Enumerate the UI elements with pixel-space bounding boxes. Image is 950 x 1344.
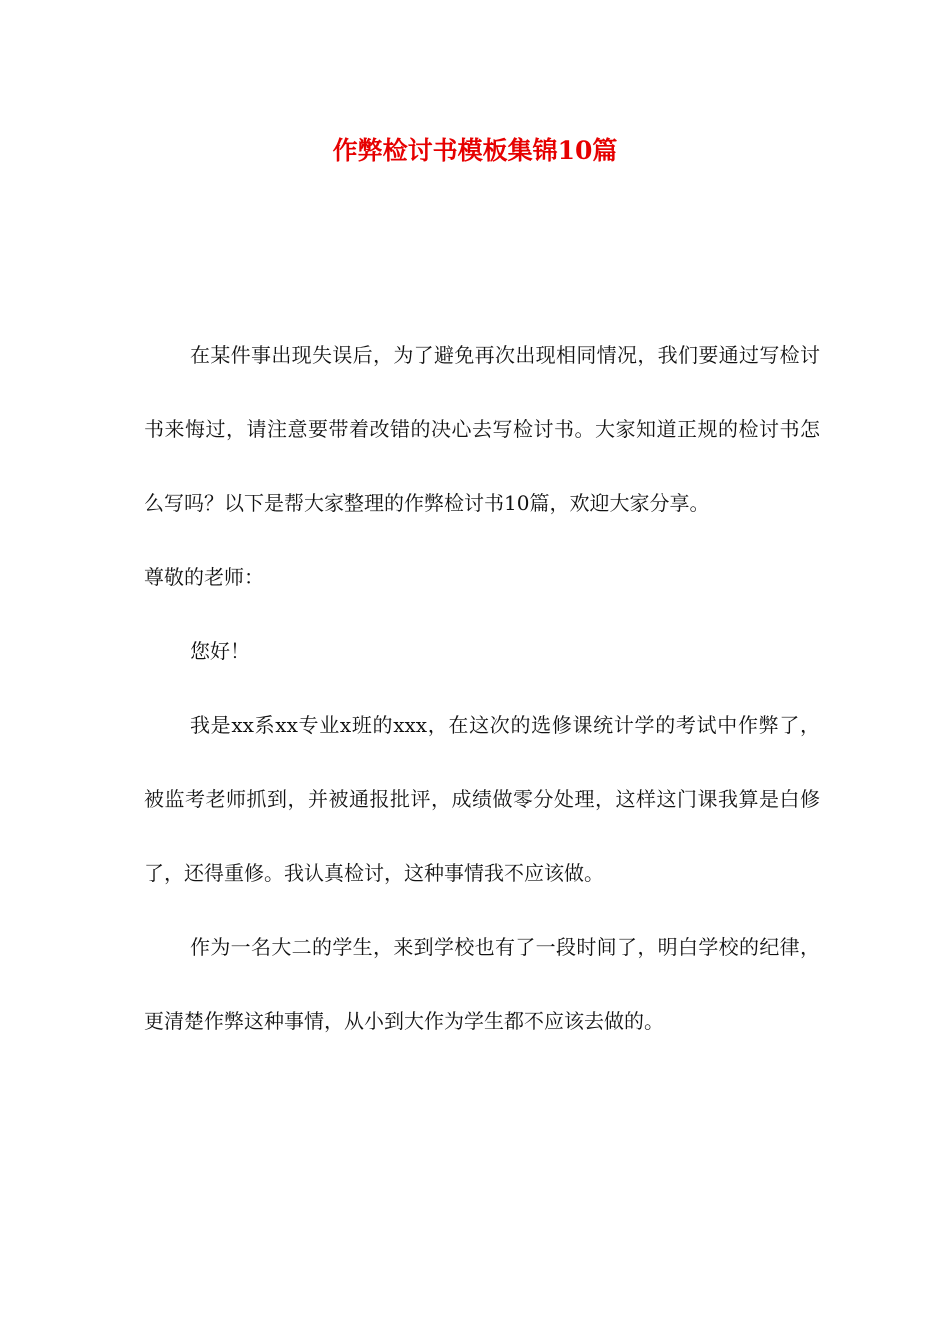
salutation: 尊敬的老师： bbox=[144, 565, 264, 589]
greeting: 您好！ bbox=[190, 639, 250, 663]
body-paragraph-2: 作为一名大二的学生，来到学校也有了一段时间了，明白学校的纪律，更清楚作弊这种事情，从小到大作为学生都不应该去做的。 bbox=[144, 935, 820, 1033]
intro-paragraph: 在某件事出现失误后，为了避免再次出现相同情况，我们要通过写检讨书来悔过，请注意要带着改错的决心去写检讨书。大家知道正规的检讨书怎么写吗？以下是帮大家整理的作弊检讨书10篇，欢迎大家分享。 bbox=[144, 343, 820, 515]
document-title: 作弊检讨书模板集锦10篇 bbox=[332, 136, 618, 165]
body-paragraph-1: 我是xx系xx专业x班的xxx，在这次的选修课统计学的考试中作弊了，被监考老师抓到，并被通报批评，成绩做零分处理，这样这门课我算是白修了，还得重修。我认真检讨，这种事情我不应该做。 bbox=[144, 713, 820, 885]
document-body bbox=[144, 318, 820, 1058]
